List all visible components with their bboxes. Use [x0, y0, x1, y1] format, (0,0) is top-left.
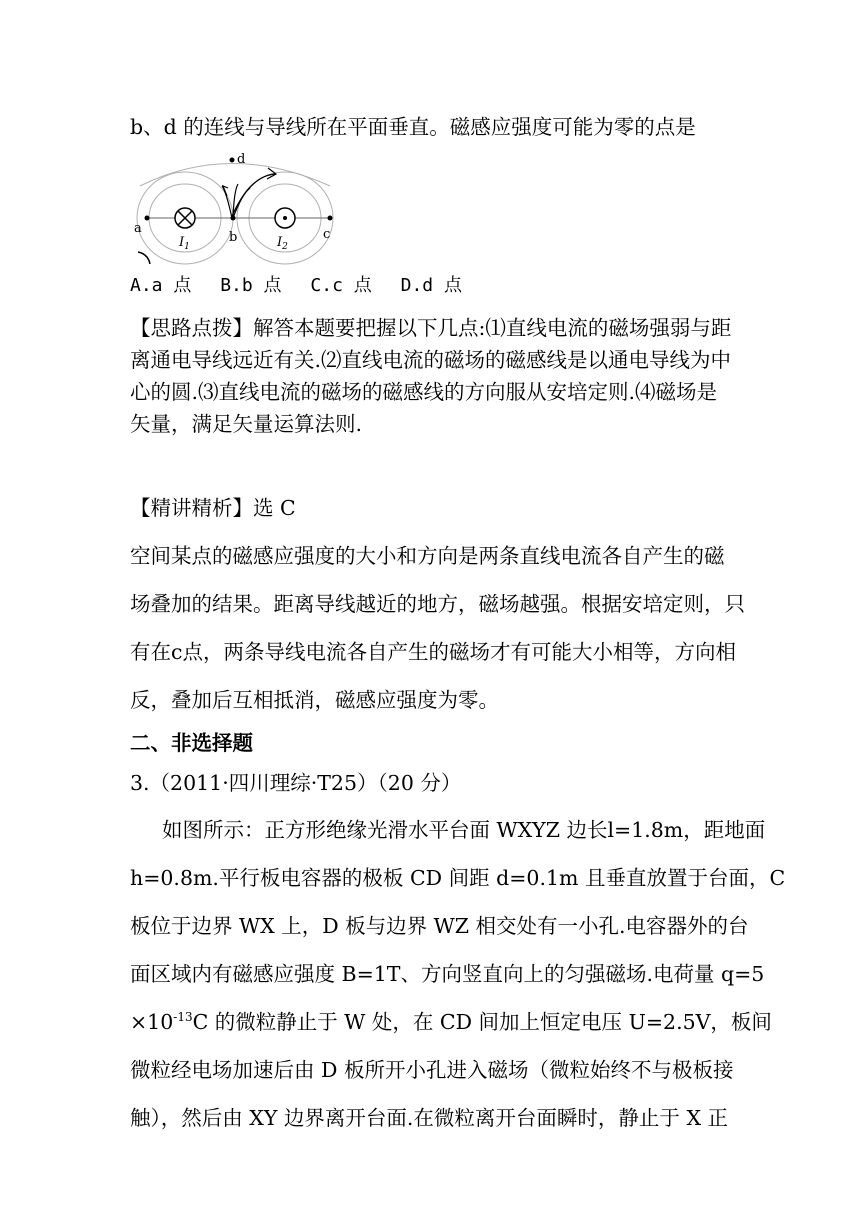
text-line: 场叠加的结果。距离导线越近的地方，磁场越强。根据安培定则，只 [130, 592, 745, 616]
text-line: 微粒经电场加速后由 D 板所开小孔进入磁场（微粒始终不与极板接 [130, 1058, 734, 1082]
text-line: 有在c点，两条导线电流各自产生的磁场才有可能大小相等，方向相 [130, 640, 736, 664]
label-a: a [134, 221, 142, 236]
point-c [328, 216, 333, 221]
text-line: 板位于边界 WX 上，D 板与边界 WZ 相交处有一小孔.电容器外的台 [130, 914, 749, 938]
text-line: 面区域内有磁感应强度 B=1T、方向竖直向上的匀强磁场.电荷量 q=5 [130, 962, 765, 986]
point-b [231, 216, 236, 221]
point-a [145, 216, 150, 221]
label-d: d [237, 152, 246, 167]
text-line: 触），然后由 XY 边界离开台面.在微粒离开台面瞬时，静止于 X 正 [130, 1106, 729, 1130]
text-line: 空间某点的磁感应强度的大小和方向是两条直线电流各自产生的磁 [130, 544, 725, 568]
option-c: C.c 点 [310, 275, 372, 296]
text-line: h=0.8m.平行板电容器的极板 CD 间距 d=0.1m 且垂直放置于台面，C [130, 866, 786, 890]
magnetic-field-figure [130, 146, 340, 266]
field-arrows [222, 168, 276, 218]
arc-fragment [138, 252, 150, 264]
text-line: 心的圆.⑶直线电流的磁场的磁感线的方向服从安培定则.⑷磁场是 [130, 380, 718, 404]
wire-i1-icon [175, 208, 195, 228]
answer-options [130, 271, 740, 301]
label-b: b [229, 230, 238, 245]
text-line: 【精讲精析】选 C [130, 496, 296, 520]
text-line: b、d 的连线与导线所在平面垂直。磁感应强度可能为零的点是 [130, 115, 696, 139]
label-i1: $I_1$ [179, 235, 190, 252]
text-line: 【思路点拨】解答本题要把握以下几点:⑴直线电流的磁场强弱与距 [130, 316, 732, 340]
wire-i2-icon [275, 208, 295, 228]
text-line: 如图所示：正方形绝缘光滑水平台面 WXYZ 边长l=1.8m，距地面 [162, 818, 766, 842]
point-d [230, 158, 235, 163]
text-line: 反，叠加后互相抵消，磁感应强度为零。 [130, 688, 499, 712]
option-d: D.d 点 [400, 275, 462, 296]
text-line: 矢量，满足矢量运算法则. [130, 412, 363, 436]
text-line: $\times 10^{-13}C$ 的微粒静止于 W 处，在 CD 间加上恒定电压 U=2.5V，板间 [130, 1010, 772, 1034]
text-line: 离通电导线远近有关.⑵直线电流的磁场的磁感线是以通电导线为中 [130, 348, 732, 372]
section-heading: 二、非选择题 [130, 731, 253, 755]
question-header: 3.（2011·四川理综·T25）（20 分） [130, 771, 462, 795]
option-b: B.b 点 [220, 275, 282, 296]
label-i2: $I_2$ [277, 235, 288, 252]
option-a: A.a 点 [130, 275, 192, 296]
label-c: c [323, 227, 331, 242]
